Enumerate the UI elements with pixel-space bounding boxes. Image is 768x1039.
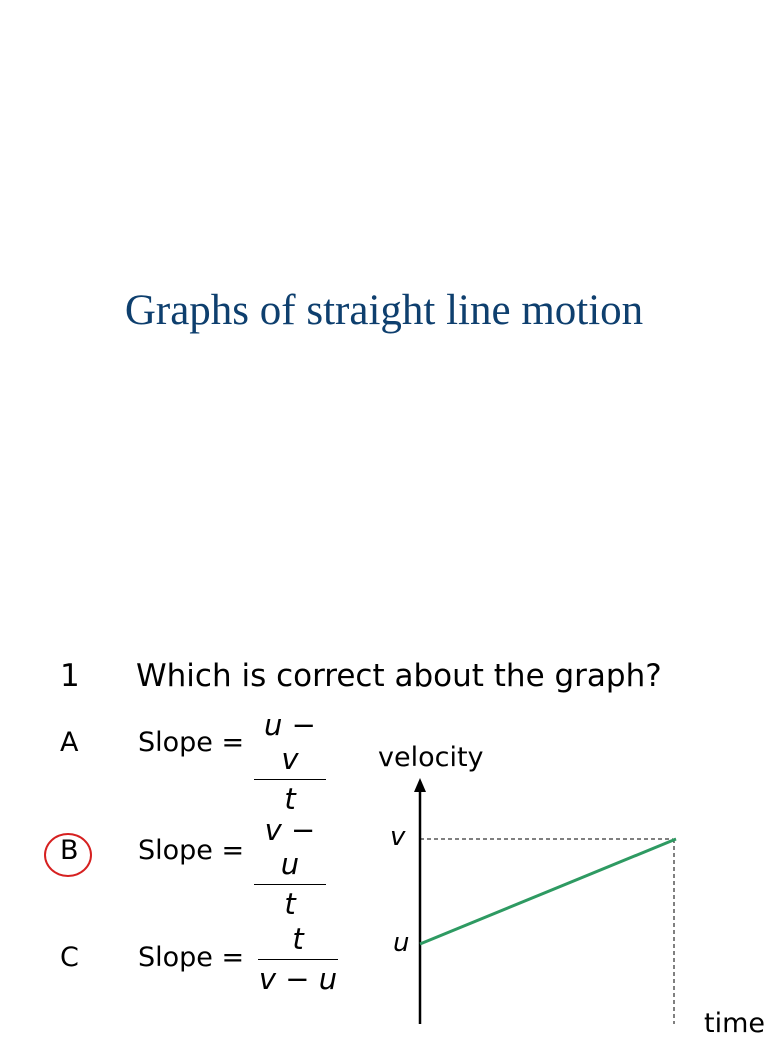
option-c-letter[interactable]: C — [60, 942, 79, 973]
y-axis-arrow-icon — [414, 778, 426, 792]
y-tick-u: u — [393, 928, 410, 958]
x-axis-label: time — [704, 1008, 766, 1039]
question-number: 1 — [60, 658, 80, 694]
option-c-denominator: v − u — [258, 962, 338, 996]
y-tick-v: v — [390, 822, 406, 852]
option-b-numerator: v − u — [264, 813, 316, 881]
option-c-slope-label: Slope = — [138, 942, 245, 973]
page-title: Graphs of straight line motion — [124, 287, 644, 334]
series-line — [420, 839, 676, 944]
option-c-numerator: t — [292, 922, 304, 956]
option-b-denominator: t — [284, 887, 296, 921]
option-a-denominator: t — [284, 782, 296, 816]
option-a-letter[interactable]: A — [60, 727, 79, 758]
y-axis-label: velocity — [378, 742, 484, 773]
question-text: Which is correct about the graph? — [136, 658, 662, 694]
option-a-numerator: u − v — [264, 708, 316, 776]
option-b-letter[interactable]: B — [60, 835, 79, 866]
option-b-slope-label: Slope = — [138, 835, 245, 866]
option-a-slope-label: Slope = — [138, 727, 245, 758]
